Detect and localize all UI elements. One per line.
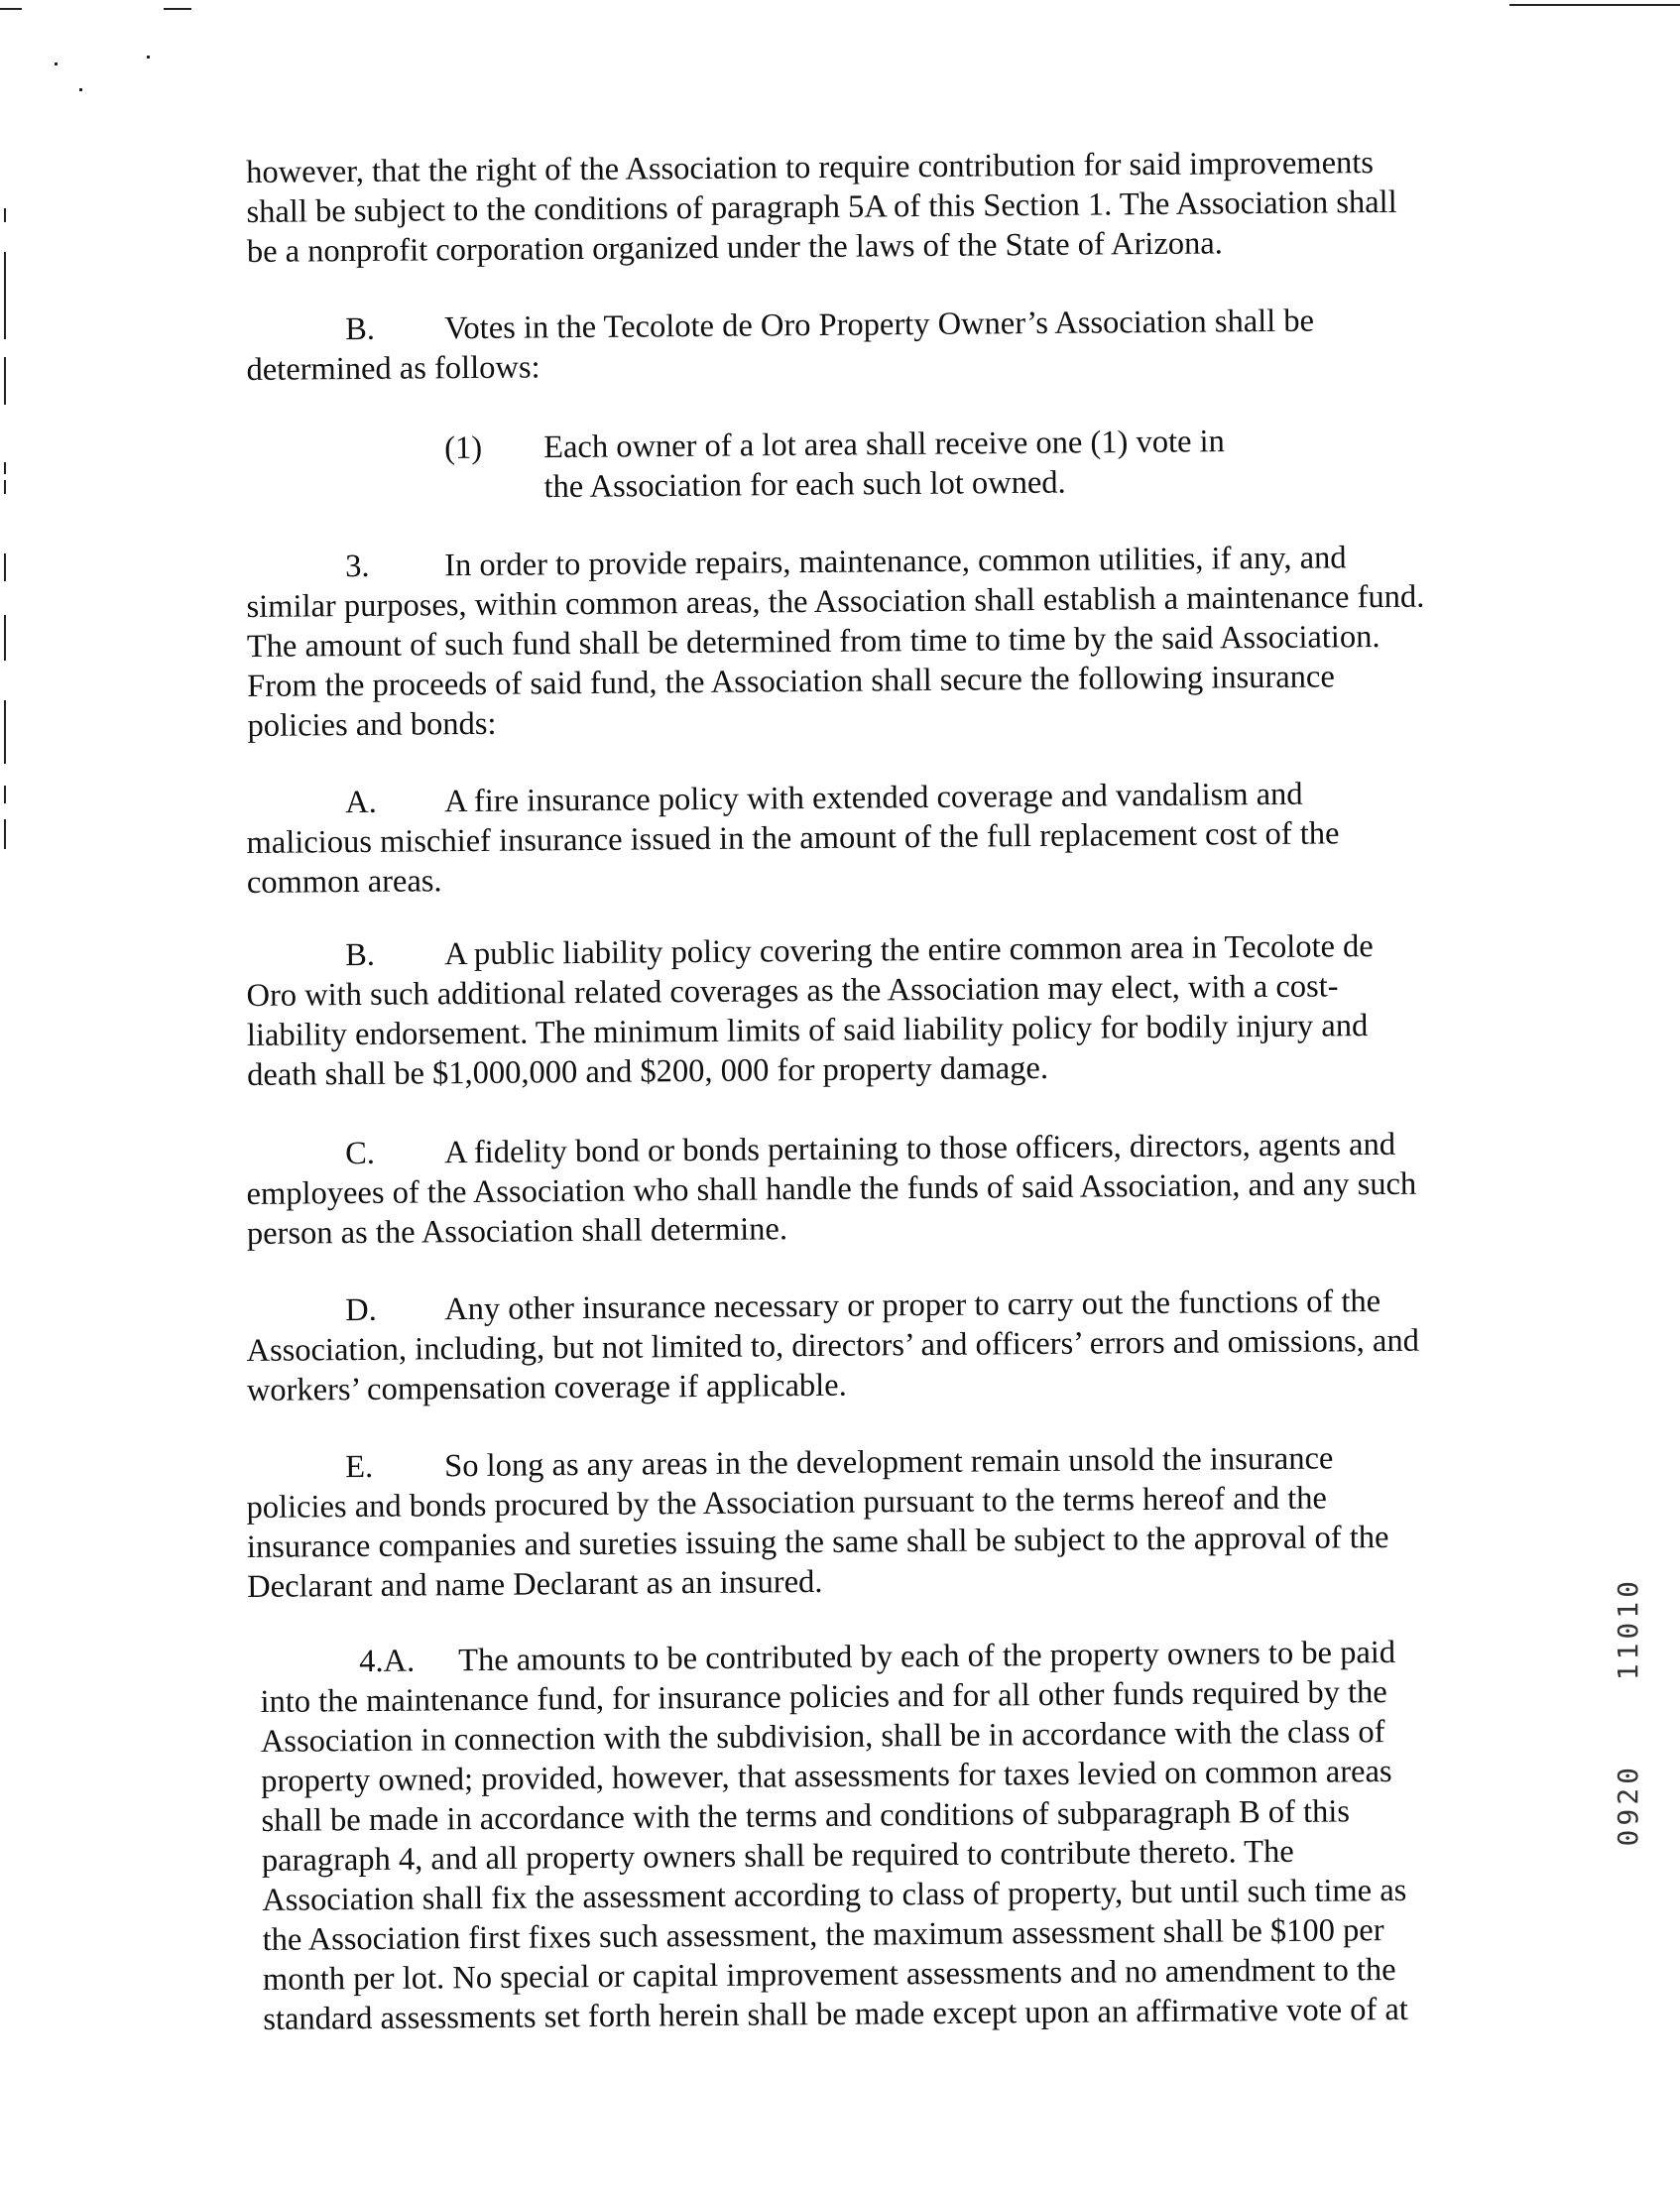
intro-paragraph: however, that the right of the Association to require contribution for said improvements shall be subject to the conditions of paragraph 5A of this Section 1. The Association shall be a nonprofit corporation organized under the laws of the State of Arizona. <box>246 145 1397 270</box>
recording-number-top: 11010 <box>1612 1577 1644 1681</box>
scan-mark <box>4 553 6 581</box>
scan-mark <box>4 786 6 803</box>
scan-mark <box>4 700 6 764</box>
paragraph-3 <box>246 538 1428 746</box>
scan-mark <box>4 615 6 661</box>
paragraph-text: Votes in the Tecolote de Oro Property Owner’s Association shall be determined as follows: <box>246 303 1315 388</box>
scan-mark <box>164 8 191 10</box>
scan-mark <box>79 88 82 91</box>
paragraph-text: The amounts to be contributed by each of the property owners to be paid into the maintenance fund, for insurance policies and for all other funds required by the Association in connection with the subdivision, shall be in accordance with the class of property owned; provided, however, that assessments for taxes levied on common areas shall be made in accordance with the terms and conditions of subparagraph B of this paragraph 4, and all property owners shall be required to contribute thereto. The Association shall fix the assessment according to class of property, but until such time as the Association first fixes such assessment, the maximum assessment shall be $100 per month per lot. No special or capital improvement assessments and no amendment to the standard assessments set forth herein shall be made except upon an affirmative vote of at <box>260 1635 1409 2037</box>
scan-mark <box>4 480 6 494</box>
item-text: Each owner of a lot area shall receive one (1) vote in the Association for each such lot owned. <box>543 424 1226 506</box>
paragraph-text: So long as any areas in the development remain unsold the insurance policies and bonds procured by the Association pursuant to the terms hereof and the insurance companies and sureties issuing the same shall be subject to the approval of the Declarant and name Declarant as an insured. <box>246 1440 1389 1605</box>
paragraph-3b <box>246 926 1427 1095</box>
recording-number-bottom: 0920 <box>1612 1764 1644 1847</box>
paragraph-3e <box>246 1438 1437 1607</box>
paragraph-text: A fidelity bond or bonds pertaining to those officers, directors, agents and employees of the Association who shall handle the funds of said Association, and any such person as the Association shall determine. <box>246 1126 1417 1252</box>
scan-mark <box>1509 4 1680 6</box>
paragraph-label: 4.A. <box>359 1643 416 1680</box>
paragraph-label: D. <box>345 1291 377 1329</box>
paragraph-3d <box>246 1282 1437 1410</box>
scan-mark <box>0 8 22 10</box>
paragraph-b-votes <box>246 301 1387 390</box>
paragraph-label: E. <box>345 1448 374 1486</box>
paragraph-text: In order to provide repairs, maintenance, common utilities, if any, and similar purposes, within common areas, the Association shall establish a maintenance fund. The amount of such fund shall be determined from time to time by the said Association. From the proceeds of said fund, the Association shall secure the following insurance policies and bonds: <box>246 540 1425 744</box>
paragraph-3c <box>246 1125 1437 1254</box>
scan-mark <box>147 56 150 59</box>
scan-mark <box>4 462 6 474</box>
scan-mark <box>55 62 58 65</box>
scan-mark <box>4 208 6 222</box>
paragraph-label: B. <box>345 310 376 348</box>
paragraph-label: C. <box>345 1135 376 1172</box>
scan-mark <box>4 357 6 405</box>
paragraph-text: A fire insurance policy with extended coverage and vandalism and malicious mischief insurance issued in the amount of the full replacement cost of the common areas. <box>246 776 1340 901</box>
paragraph-label: A. <box>345 784 377 821</box>
paragraph-b-item-1 <box>444 422 1239 508</box>
scan-mark <box>4 819 6 849</box>
paragraph-text: A public liability policy covering the entire common area in Tecolote de Oro with such additional related coverages as the Association may elect, with a cost-liability endorsement. The minimum limits of said liability policy for bodily injury and death shall be $1,000,000 and $200, 000 for property damage. <box>246 928 1374 1093</box>
item-label: (1) <box>444 429 483 466</box>
scan-mark <box>4 252 6 339</box>
paragraph-4a <box>260 1633 1443 2039</box>
paragraph-3a <box>246 774 1387 903</box>
paragraph-label: B. <box>345 936 376 974</box>
paragraph-text: Any other insurance necessary or proper to carry out the functions of the Association, including, but not limited to, directors’ and officers’ errors and omissions, and workers’ compensation coverage if applicable. <box>246 1283 1420 1408</box>
paragraph-label: 3. <box>345 548 370 585</box>
